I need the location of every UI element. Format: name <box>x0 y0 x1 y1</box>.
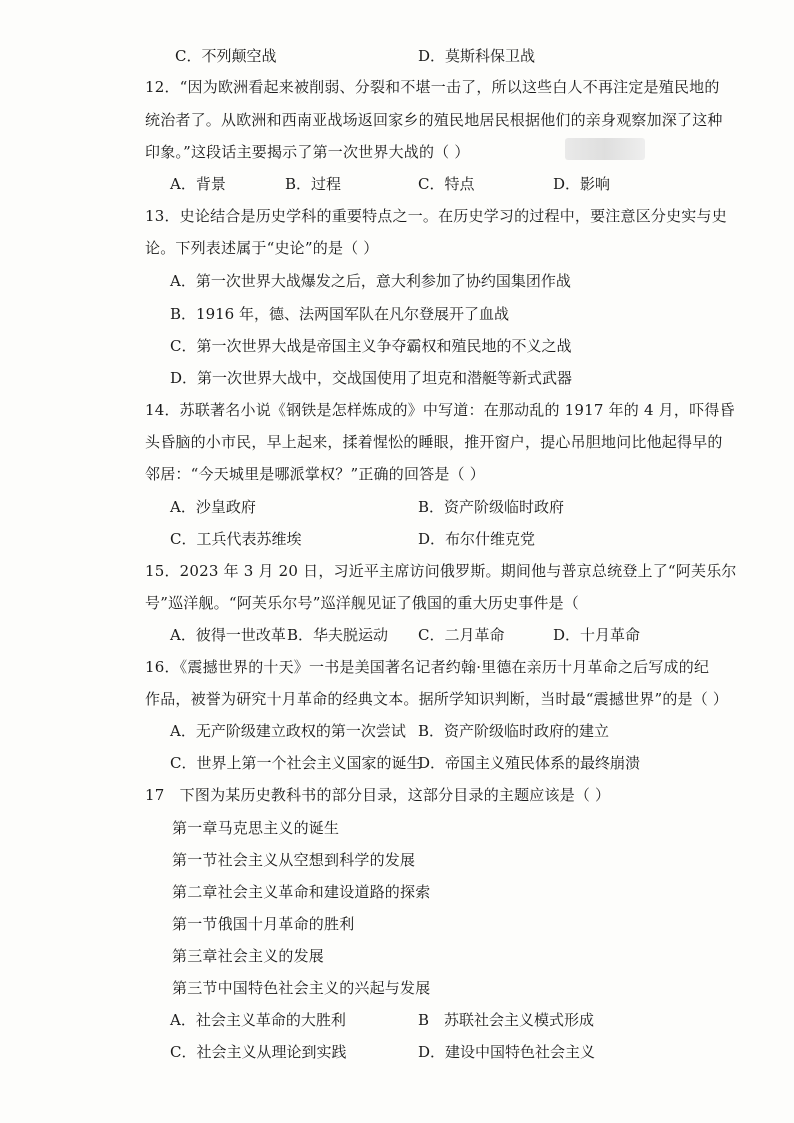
q14-option-d: D．布尔什维克党 <box>418 530 536 548</box>
q17-toc-item: 第三节中国特色社会主义的兴起与发展 <box>172 979 431 997</box>
scan-smudge <box>565 138 645 160</box>
q14-option-c: C．工兵代表苏维埃 <box>170 530 302 548</box>
q17-toc-item: 第一章马克思主义的诞生 <box>172 819 340 837</box>
q17-toc-item: 第一节社会主义从空想到科学的发展 <box>172 851 416 869</box>
q17-option-a: A．社会主义革命的大胜利 <box>170 1011 346 1029</box>
q15-stem-line1: 15．2023 年 3 月 20 日，习近平主席访问俄罗斯。期间他与普京总统登上了“阿芙乐尔 <box>145 562 737 580</box>
q15-option-b: B．华夫脱运动 <box>287 626 389 644</box>
q15-option-c: C．二月革命 <box>418 626 505 644</box>
q14-option-b: B．资产阶级临时政府 <box>418 498 565 516</box>
q17-stem: 17 下图为某历史教科书的部分目录，这部分目录的主题应该是（ ） <box>145 786 611 804</box>
q13-stem-line1: 13．史论结合是历史学科的重要特点之一。在历史学习的过程中，要注意区分史实与史 <box>145 207 727 225</box>
q16-option-d: D．帝国主义殖民体系的最终崩溃 <box>418 754 641 772</box>
q14-stem-line3: 邻居：“今天城里是哪派掌权？”正确的回答是（ ） <box>145 465 485 483</box>
q14-stem-line1: 14．苏联著名小说《钢铁是怎样炼成的》中写道：在那动乱的 1917 年的 4 月，吓得昏 <box>145 401 735 419</box>
q17-option-b: B 苏联社会主义模式形成 <box>418 1011 595 1029</box>
q17-option-c: C．社会主义从理论到实践 <box>170 1043 347 1061</box>
q12-stem-line3: 印象。”这段话主要揭示了第一次世界大战的（ ） <box>145 143 470 161</box>
q15-option-a: A．彼得一世改革 <box>170 626 286 644</box>
q16-stem-line2: 作品，被誉为研究十月革命的经典文本。据所学知识判断，当时最“震撼世界”的是（ ） <box>145 690 729 708</box>
q17-toc-item: 第二章社会主义革命和建设道路的探索 <box>172 883 431 901</box>
q12-option-b: B．过程 <box>285 175 342 193</box>
q13-option-a: A．第一次世界大战爆发之后，意大利参加了协约国集团作战 <box>170 272 571 290</box>
q14-option-a: A．沙皇政府 <box>170 498 256 516</box>
q16-option-b: B．资产阶级临时政府的建立 <box>418 722 610 740</box>
q17-option-d: D．建设中国特色社会主义 <box>418 1043 596 1061</box>
q15-option-d: D．十月革命 <box>553 626 641 644</box>
q16-option-a: A．无产阶级建立政权的第一次尝试 <box>170 722 406 740</box>
q13-option-d: D．第一次世界大战中，交战国使用了坦克和潜艇等新式武器 <box>170 369 573 387</box>
q13-stem-line2: 论。下列表述属于“史论”的是（ ） <box>145 239 379 257</box>
q13-option-b: B．1916 年，德、法两国军队在凡尔登展开了血战 <box>170 305 509 323</box>
q12-stem-line1: 12．“因为欧洲看起来被削弱、分裂和不堪一击了，所以这些白人不再注定是殖民地的 <box>145 78 720 96</box>
q12-option-a: A．背景 <box>170 175 226 193</box>
q15-stem-line2: 号”巡洋舰。“阿芙乐尔号”巡洋舰见证了俄国的重大历史事件是（ <box>145 594 580 612</box>
q13-option-c: C．第一次世界大战是帝国主义争夺霸权和殖民地的不义之战 <box>170 337 572 355</box>
q16-option-c: C．世界上第一个社会主义国家的诞生 <box>170 754 422 772</box>
q17-toc-item: 第一节俄国十月革命的胜利 <box>172 915 355 933</box>
q12-stem-line2: 统治者了。从欧洲和西南亚战场返回家乡的殖民地居民根据他们的亲身观察加深了这种 <box>145 111 723 129</box>
q17-toc-item: 第三章社会主义的发展 <box>172 947 325 965</box>
q12-option-d: D．影响 <box>553 175 611 193</box>
q16-stem-line1: 16．《震撼世界的十天》一书是美国著名记者约翰·里德在亲历十月革命之后写成的纪 <box>145 658 710 676</box>
q14-stem-line2: 头昏脑的小市民，早上起来，揉着惺忪的睡眼，推开窗户，提心吊胆地问比他起得早的 <box>145 433 723 451</box>
q11-option-d: D．莫斯科保卫战 <box>418 47 536 65</box>
q11-option-c: C．不列颠空战 <box>175 47 277 65</box>
q12-option-c: C．特点 <box>418 175 475 193</box>
